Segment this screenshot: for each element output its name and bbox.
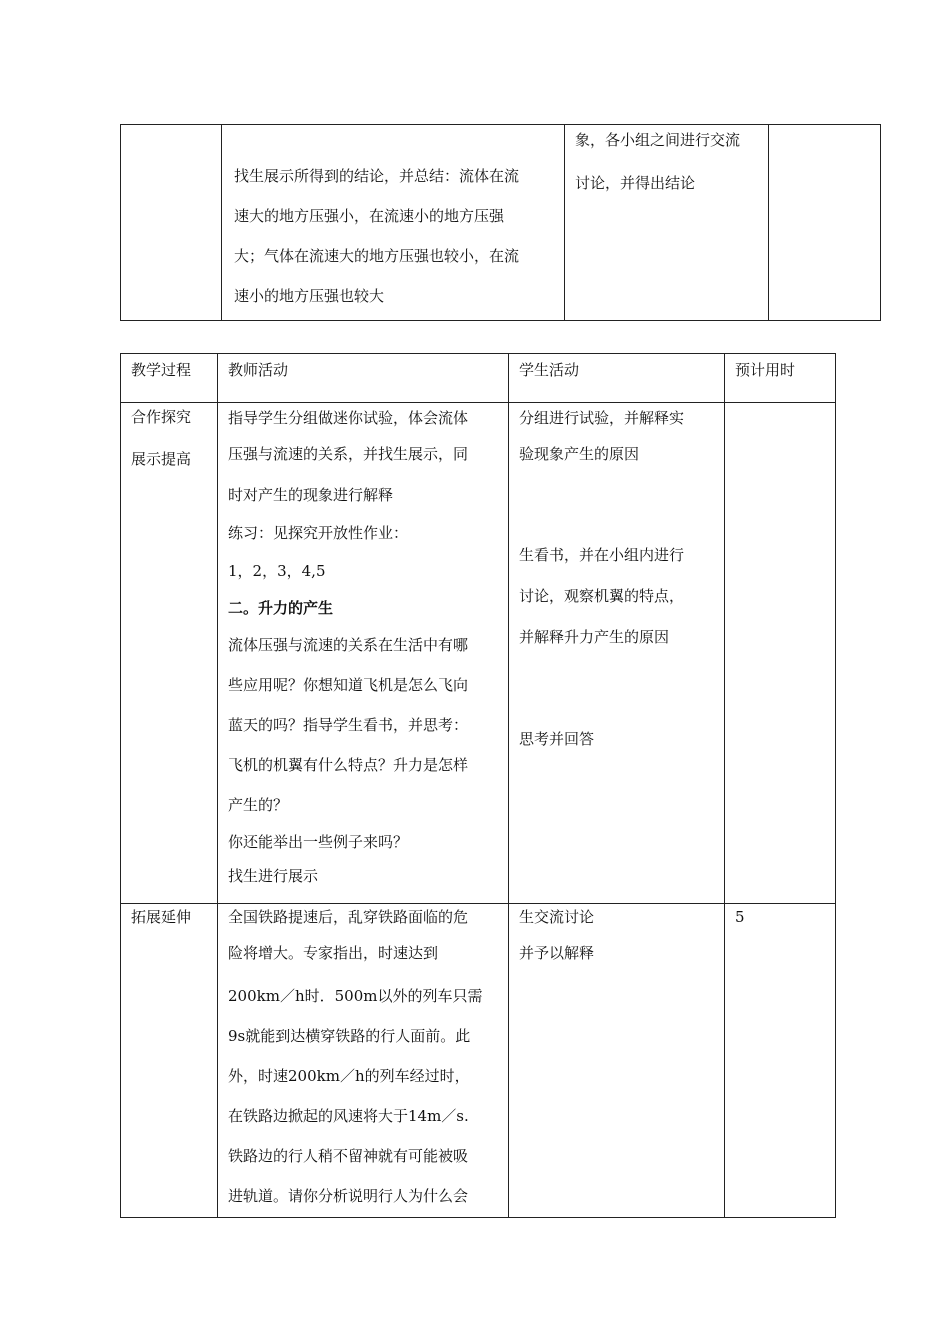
text-line: 验现象产生的原因 [519, 445, 640, 463]
text-line: 你还能举出一些例子来吗？ [228, 833, 409, 851]
text-line: 并予以解释 [519, 944, 595, 962]
header-teacher: 教师活动 [218, 354, 509, 403]
text-line: 在铁路边掀起的风速将大于14m／s. [228, 1107, 469, 1125]
teacher-activity-cell [222, 125, 565, 321]
text-line: 进轨道。请你分析说明行人为什么会 [228, 1187, 469, 1205]
text-line: 讨论，并得出结论 [575, 174, 696, 192]
table-row [121, 125, 881, 321]
stage-cell [121, 904, 218, 1218]
text-line: 找生展示所得到的结论，并总结：流体在流 [234, 167, 520, 185]
text-line: 产生的？ [228, 796, 289, 814]
top-table [120, 124, 881, 321]
text-line: 大；气体在流速大的地方压强也较小，在流 [234, 247, 520, 265]
text-line: 速小的地方压强也较大 [234, 287, 385, 305]
text-line: 蓝天的吗？指导学生看书，并思考： [228, 716, 469, 734]
text-line: 全国铁路提速后，乱穿铁路面临的危 [228, 908, 469, 926]
text-line: 1，2，3，4,5 [228, 562, 326, 580]
student-activity-cell [509, 403, 725, 904]
text-line: 9s就能到达横穿铁路的行人面前。此 [228, 1027, 471, 1045]
student-activity-cell [565, 125, 769, 321]
text-line: 200km／h时．500m以外的列车只需 [228, 987, 483, 1005]
text-line: 流体压强与流速的关系在生活中有哪 [228, 636, 469, 654]
text-line: 生看书，并在小组内进行 [519, 546, 685, 564]
stage-cell [121, 125, 222, 321]
text-line: 并解释升力产生的原因 [519, 628, 670, 646]
stage-line: 合作探究 [131, 408, 192, 426]
time-value: 5 [735, 908, 745, 926]
text-line: 练习：见探究开放性作业： [228, 524, 409, 542]
text-line: 思考并回答 [519, 730, 595, 748]
text-line: 分组进行试验，并解释实 [519, 409, 685, 427]
time-cell [769, 125, 881, 321]
time-cell [725, 904, 836, 1218]
text-line: 找生进行展示 [228, 867, 319, 885]
header-stage: 教学过程 [121, 354, 218, 403]
teacher-activity-cell [218, 403, 509, 904]
text-line: 时对产生的现象进行解释 [228, 486, 394, 504]
time-cell [725, 403, 836, 904]
header-row [121, 354, 836, 403]
header-time: 预计用时 [725, 354, 836, 403]
table-row [121, 904, 836, 1218]
main-table [120, 353, 836, 1218]
text-line: 飞机的机翼有什么特点？升力是怎样 [228, 756, 469, 774]
text-line: 讨论，观察机翼的特点， [519, 587, 685, 605]
stage-line: 展示提高 [131, 450, 192, 468]
student-activity-cell [509, 904, 725, 1218]
text-line: 些应用呢？你想知道飞机是怎么飞向 [228, 676, 469, 694]
stage-cell [121, 403, 218, 904]
table-row [121, 403, 836, 904]
teacher-activity-cell [218, 904, 509, 1218]
text-line: 险将增大。专家指出，时速达到 [228, 944, 439, 962]
section-heading: 二。升力的产生 [228, 599, 334, 617]
text-line: 速大的地方压强小，在流速小的地方压强 [234, 207, 505, 225]
header-student: 学生活动 [509, 354, 725, 403]
text-line: 象，各小组之间进行交流 [575, 131, 741, 149]
text-line: 压强与流速的关系，并找生展示，同 [228, 445, 469, 463]
text-line: 铁路边的行人稍不留神就有可能被吸 [228, 1147, 469, 1165]
stage-line: 拓展延伸 [131, 908, 192, 926]
text-line: 生交流讨论 [519, 908, 595, 926]
text-line: 指导学生分组做迷你试验，体会流体 [228, 409, 469, 427]
text-line: 外，时速200km／h的列车经过时， [228, 1067, 470, 1085]
